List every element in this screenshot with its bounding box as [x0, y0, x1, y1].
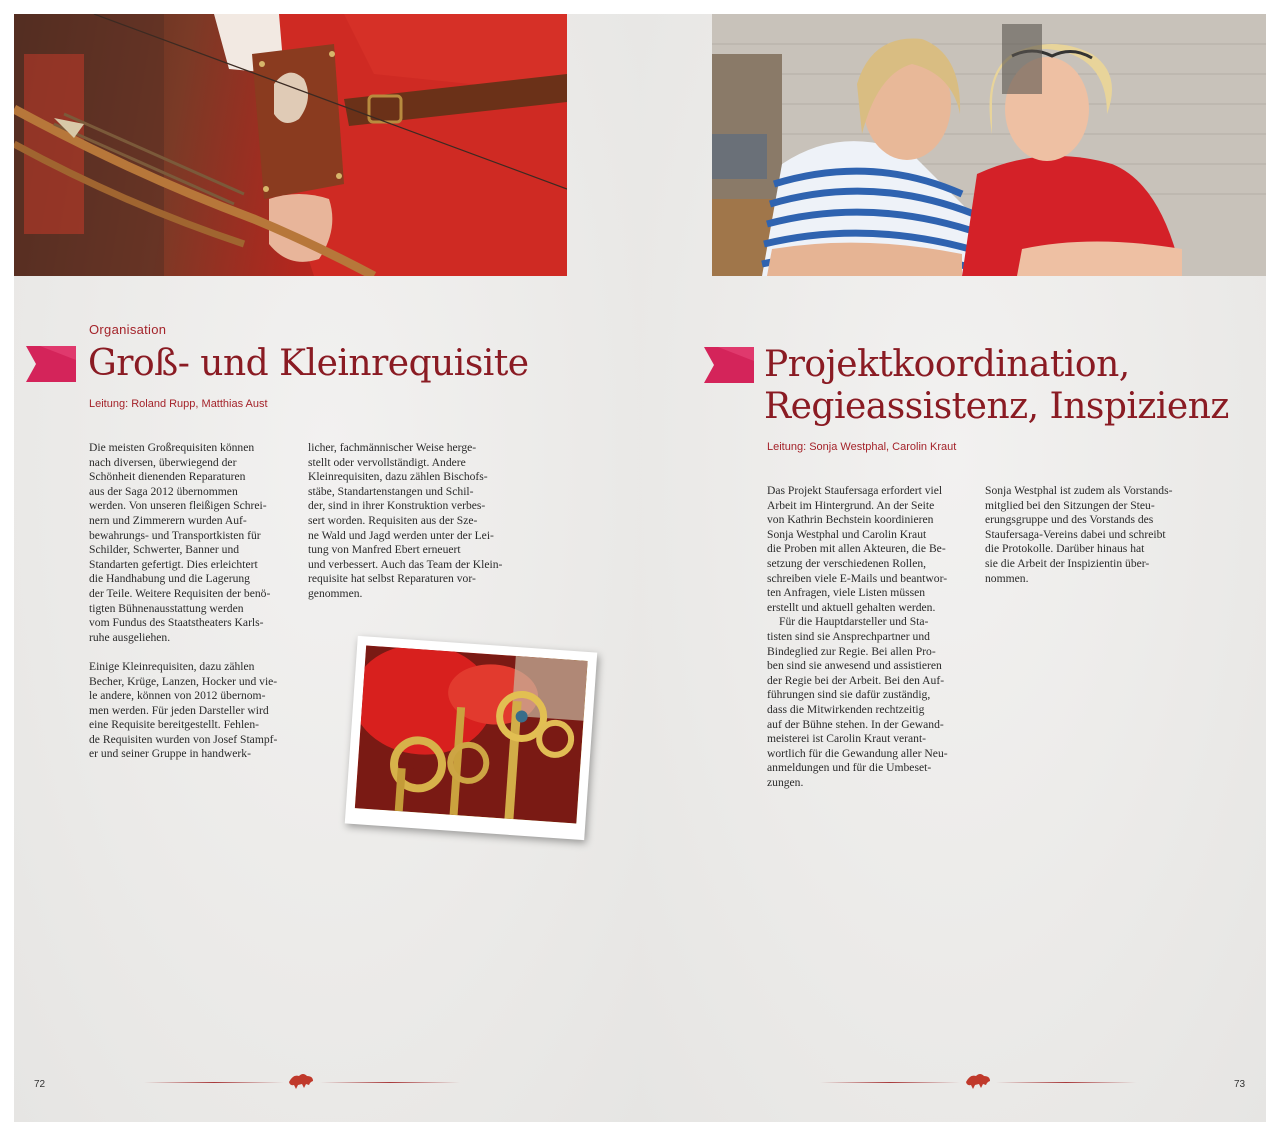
page-title: Groß- und Kleinrequisite	[88, 343, 529, 384]
page-number: 72	[34, 1079, 46, 1090]
footer-rule	[144, 1082, 284, 1083]
paragraph: licher, fachmännischer Weise herge- stellt oder vervollständigt. Andere Kleinrequisiten, dazu zählen Bischofs- stäbe, Standartenstangen und Schil- der, sind in ihrer Konstruktion verbes- sert worden. Requisiten aus der Sze- ne Wald und Jagd werden unter der Lei- tung von Manfred Ebert erneuert und verbessert. Auch das Team der Klein- requisite hat selbst Reparaturen vor- genommen.	[308, 441, 503, 600]
text-column-2	[308, 441, 520, 602]
paragraph: Sonja Westphal ist zudem als Vorstands- mitglied bei den Sitzungen der Steu- erungsgruppe und des Vorstands des Staufersaga-Vereins dabei und schreibt die Protokolle. Darüber hinaus hat sie die Arbeit der Inspizientin über- nommen.	[985, 484, 1173, 585]
paragraph: Das Projekt Staufersaga erfordert viel Arbeit im Hintergrund. An der Seite von Kathrin Bechstein koordinieren Sonja Westphal und Carolin Kraut die Proben mit allen Akteuren, die Be- setzung der verschiedenen Rollen, schreiben viele E-Mails und beantwor- ten Anfragen, viele Listen müssen erstellt und aktuell gehalten werden.	[767, 484, 948, 614]
ribbon-marker-icon	[704, 347, 754, 383]
archer-photo	[14, 14, 567, 276]
props-polaroid-photo	[345, 636, 598, 840]
page-number: 73	[1234, 1079, 1246, 1090]
ribbon-marker-icon	[26, 346, 76, 382]
page-title-line-2: Regieassistenz, Inspizienz	[764, 386, 1229, 427]
text-column-1	[767, 484, 979, 790]
text-column-2	[985, 484, 1197, 586]
lead-credit: Leitung: Sonja Westphal, Carolin Kraut	[767, 441, 957, 453]
footer-rule	[320, 1082, 460, 1083]
team-photo	[712, 14, 1266, 276]
left-page	[14, 14, 640, 1122]
section-label: Organisation	[89, 322, 167, 337]
text-column-1	[89, 441, 301, 762]
paragraph: Die meisten Großrequisiten können nach diversen, überwiegend der Schönheit dienenden Reparaturen aus der Saga 2012 übernommen werden. Von unseren fleißigen Schrei- nern und Zimmerern wurden Auf- bewahrungs- und Transportkisten für Schilder, Schwerter, Banner und Standarten gefertigt. Dies erleichtert die Handhabung und die Lagerung der Teile. Weitere Requisiten der benö- tigten Bühnenausstattung werden vom Fundus des Staatstheaters Karls- ruhe ausgeliehen.	[89, 441, 271, 644]
footer-rule	[820, 1082, 960, 1083]
staufer-lion-icon	[964, 1072, 992, 1090]
lead-credit: Leitung: Roland Rupp, Matthias Aust	[89, 398, 268, 410]
paragraph: Für die Hauptdarsteller und Sta- tisten sind sie Ansprechpartner und Bindeglied zur Regie. Bei allen Pro- ben sind sie anwesend und assistieren der Regie bei der Arbeit. Bei den Auf- führungen sind sie dafür zuständig, dass die Mitwirkenden rechtzeitig auf der Bühne stehen. In der Gewand- meisterei ist Carolin Kraut verant- wortlich für die Gewandung aller Neu- anmeldungen und für die Umbeset- zungen.	[767, 615, 948, 789]
staufer-lion-icon	[287, 1072, 315, 1090]
footer-rule	[996, 1082, 1136, 1083]
page-title-line-1: Projektkoordination,	[764, 344, 1130, 385]
right-page	[640, 14, 1266, 1122]
paragraph: Einige Kleinrequisiten, dazu zählen Becher, Krüge, Lanzen, Hocker und vie- le andere, können von 2012 übernom- men werden. Für jeden Darsteller wird eine Requisite bereitgestellt. Fehlen- de Requisiten wurden von Josef Stampf- er und seiner Gruppe in handwerk-	[89, 659, 278, 761]
